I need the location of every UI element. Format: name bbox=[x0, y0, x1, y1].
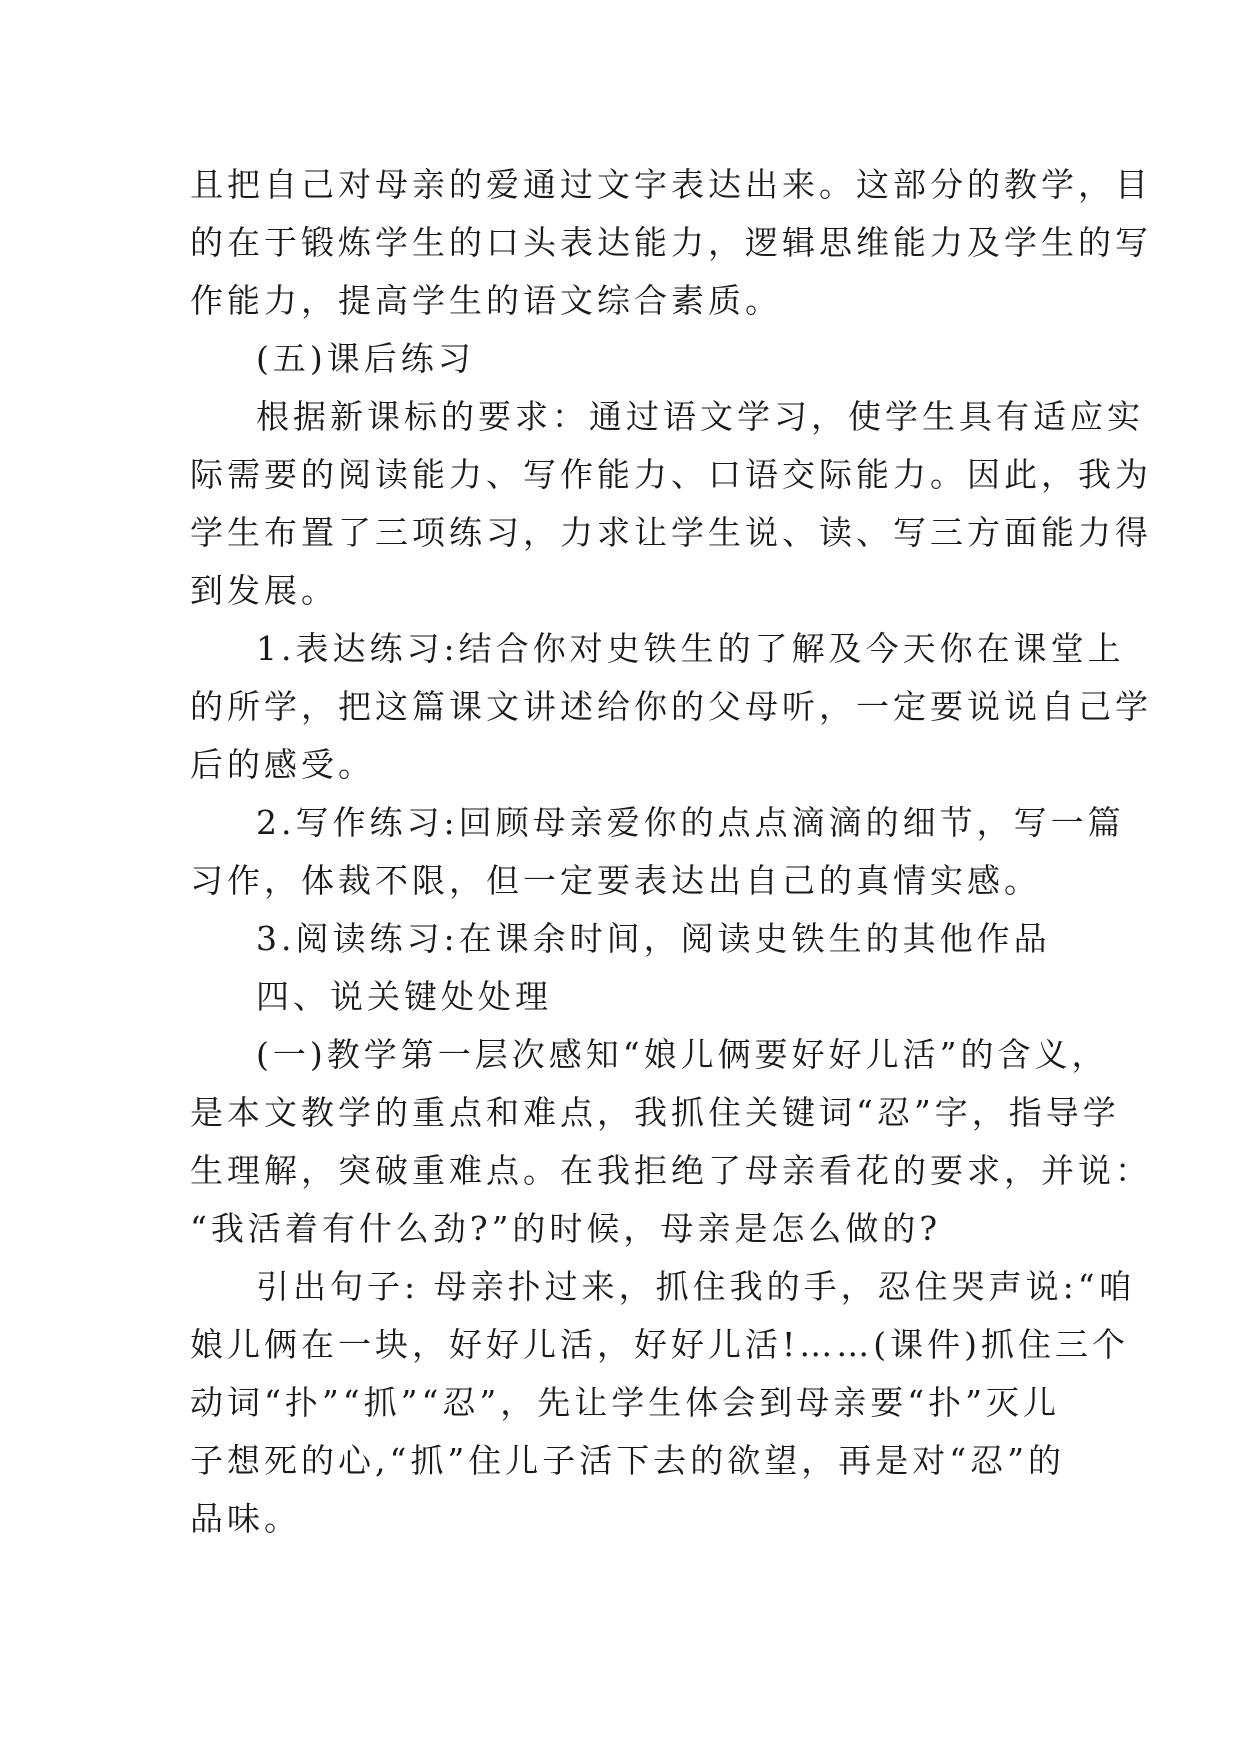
text-line: 娘儿俩在一块，好好儿活，好好儿活!……(课件)抓住三个 bbox=[190, 1325, 1130, 1364]
text-line: 的在于锻炼学生的口头表达能力，逻辑思维能力及学生的写 bbox=[190, 223, 1152, 262]
section-heading: (五)课后练习 bbox=[256, 339, 475, 378]
text-line: 动词“扑”“抓”“忍”，先让学生体会到母亲要“扑”灭儿 bbox=[190, 1383, 1060, 1422]
text-line: 是本文教学的重点和难点，我抓住关键词“忍”字，指导学 bbox=[190, 1093, 1120, 1132]
text-line: 品味。 bbox=[190, 1499, 301, 1538]
text-line: 生理解，突破重难点。在我拒绝了母亲看花的要求，并说： bbox=[190, 1151, 1152, 1190]
text-line: 的所学，把这篇课文讲述给你的父母听，一定要说说自己学 bbox=[190, 687, 1152, 726]
text-line: 后的感受。 bbox=[190, 745, 375, 784]
list-item: 3.阅读练习:在课余时间，阅读史铁生的其他作品 bbox=[256, 919, 1051, 958]
text-line: 际需要的阅读能力、写作能力、口语交际能力。因此，我为 bbox=[190, 455, 1152, 494]
text-line: 学生布置了三项练习，力求让学生说、读、写三方面能力得 bbox=[190, 513, 1152, 552]
document-body bbox=[190, 156, 1152, 1548]
text-line: 子想死的心,“抓”住儿子活下去的欲望，再是对“忍”的 bbox=[190, 1441, 1065, 1480]
list-item: 2.写作练习:回顾母亲爱你的点点滴滴的细节，写一篇 bbox=[256, 803, 1125, 842]
list-item: 1.表达练习:结合你对史铁生的了解及今天你在课堂上 bbox=[256, 629, 1125, 668]
text-line: “我活着有什么劲?”的时候，母亲是怎么做的? bbox=[190, 1209, 942, 1248]
text-line: 作能力，提高学生的语文综合素质。 bbox=[190, 281, 782, 320]
text-line: 习作，体裁不限，但一定要表达出自己的真情实感。 bbox=[190, 861, 1041, 900]
text-line: 根据新课标的要求：通过语文学习，使学生具有适应实 bbox=[256, 397, 1144, 436]
text-line: 且把自己对母亲的爱通过文字表达出来。这部分的教学，目 bbox=[190, 165, 1152, 204]
text-line: 到发展。 bbox=[190, 571, 338, 610]
subsection-heading: (一)教学第一层次感知“娘儿俩要好好儿活”的含义， bbox=[256, 1035, 1109, 1074]
section-heading: 四、说关键处处理 bbox=[256, 977, 552, 1016]
text-line: 引出句子: 母亲扑过来，抓住我的手，忍住哭声说:“咱 bbox=[256, 1267, 1136, 1306]
